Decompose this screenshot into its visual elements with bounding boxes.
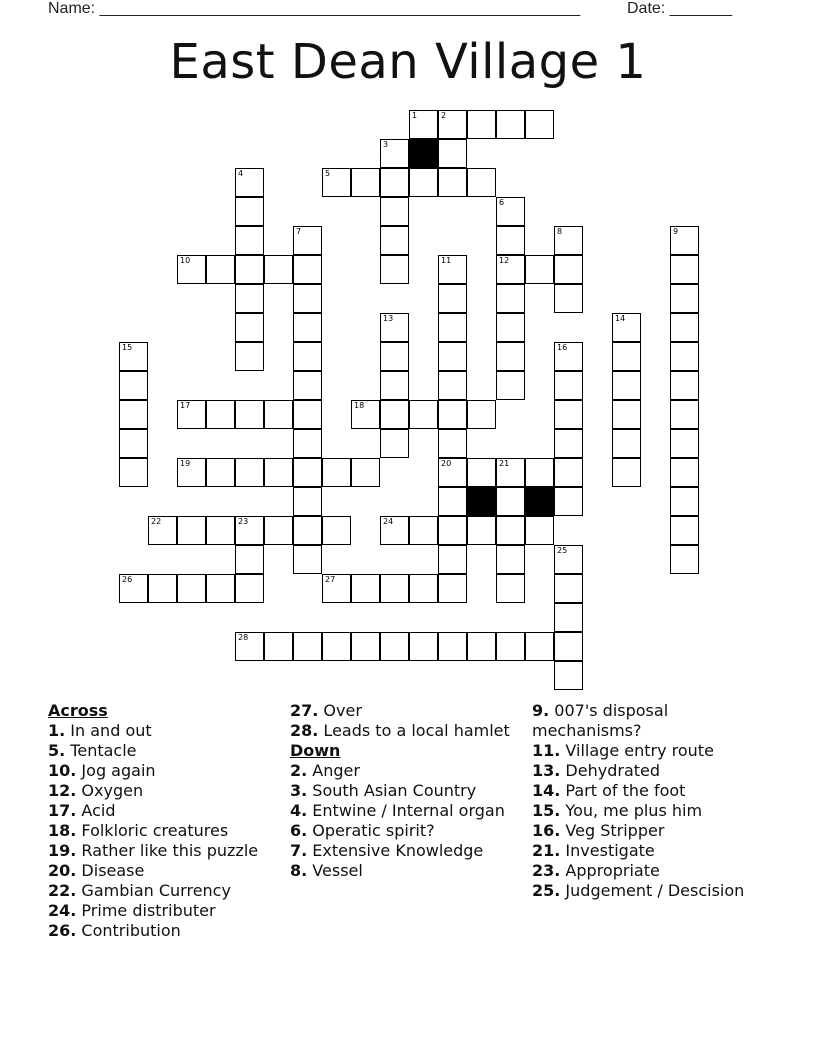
grid-cell[interactable] bbox=[235, 574, 264, 603]
clue-item bbox=[290, 761, 520, 781]
grid-cell[interactable] bbox=[351, 632, 380, 661]
grid-cell[interactable] bbox=[235, 632, 264, 661]
grid-cell[interactable] bbox=[496, 516, 525, 545]
down-heading: Down bbox=[290, 741, 341, 760]
grid-cell[interactable] bbox=[496, 574, 525, 603]
grid-cell[interactable] bbox=[670, 429, 699, 458]
grid-cell[interactable] bbox=[293, 371, 322, 400]
grid-cell[interactable] bbox=[119, 400, 148, 429]
grid-cell[interactable] bbox=[409, 574, 438, 603]
grid-cell[interactable] bbox=[380, 168, 409, 197]
clue-item-number: 24. bbox=[48, 901, 77, 920]
grid-cell[interactable] bbox=[438, 516, 467, 545]
grid-cell[interactable] bbox=[438, 342, 467, 371]
grid-cell[interactable] bbox=[177, 255, 206, 284]
grid-cell[interactable] bbox=[670, 545, 699, 574]
grid-cell[interactable] bbox=[380, 516, 409, 545]
grid-cell[interactable] bbox=[293, 342, 322, 371]
grid-cell[interactable] bbox=[293, 284, 322, 313]
grid-cell[interactable] bbox=[409, 168, 438, 197]
clue-number: 28 bbox=[238, 633, 249, 642]
clue-number: 11 bbox=[441, 256, 452, 265]
clue-item-text: In and out bbox=[65, 721, 152, 740]
clue-item-text: Operatic spirit? bbox=[307, 821, 435, 840]
clue-item-text: Appropriate bbox=[560, 861, 660, 880]
clue-number: 25 bbox=[557, 546, 568, 555]
grid-cell[interactable] bbox=[438, 458, 467, 487]
clue-number: 27 bbox=[325, 575, 336, 584]
grid-cell[interactable] bbox=[293, 400, 322, 429]
clue-item-text: Jog again bbox=[76, 761, 156, 780]
grid-cell[interactable] bbox=[670, 458, 699, 487]
clue-item bbox=[532, 761, 772, 781]
grid-cell[interactable] bbox=[554, 400, 583, 429]
clue-item-number: 3. bbox=[290, 781, 308, 800]
clue-item-text: Contribution bbox=[76, 921, 181, 940]
grid-cell[interactable] bbox=[438, 400, 467, 429]
clue-item-number: 25. bbox=[532, 881, 561, 900]
clue-item bbox=[48, 821, 283, 841]
clue-item bbox=[290, 781, 520, 801]
clue-item-number: 23. bbox=[532, 861, 561, 880]
clue-item-text: Extensive Knowledge bbox=[307, 841, 484, 860]
grid-cell[interactable] bbox=[235, 284, 264, 313]
grid-cell[interactable] bbox=[554, 371, 583, 400]
clue-number: 18 bbox=[354, 401, 365, 410]
grid-cell[interactable] bbox=[438, 429, 467, 458]
clue-item-number: 16. bbox=[532, 821, 561, 840]
grid-cell[interactable] bbox=[264, 632, 293, 661]
grid-black-cell bbox=[409, 139, 438, 168]
clue-item-number: 5. bbox=[48, 741, 66, 760]
clue-item-number: 17. bbox=[48, 801, 77, 820]
grid-cell[interactable] bbox=[148, 516, 177, 545]
grid-cell[interactable] bbox=[351, 458, 380, 487]
grid-cell[interactable] bbox=[496, 197, 525, 226]
clue-item-text: Vessel bbox=[307, 861, 363, 880]
grid-cell[interactable] bbox=[612, 313, 641, 342]
grid-cell[interactable] bbox=[235, 400, 264, 429]
grid-cell[interactable] bbox=[438, 545, 467, 574]
clue-item bbox=[290, 721, 520, 741]
clue-item-number: 22. bbox=[48, 881, 77, 900]
grid-cell[interactable] bbox=[438, 139, 467, 168]
grid-cell[interactable] bbox=[670, 226, 699, 255]
grid-cell[interactable] bbox=[206, 400, 235, 429]
clue-item-text: Anger bbox=[307, 761, 360, 780]
clue-item-number: 20. bbox=[48, 861, 77, 880]
clue-item bbox=[290, 701, 520, 721]
clue-item-text: Part of the foot bbox=[560, 781, 686, 800]
grid-cell[interactable] bbox=[206, 516, 235, 545]
clue-item-text: Prime distributer bbox=[76, 901, 216, 920]
clue-number: 13 bbox=[383, 314, 394, 323]
clue-number: 16 bbox=[557, 343, 568, 352]
grid-cell[interactable] bbox=[322, 632, 351, 661]
clue-item-number: 8. bbox=[290, 861, 308, 880]
grid-cell[interactable] bbox=[670, 313, 699, 342]
grid-cell[interactable] bbox=[235, 197, 264, 226]
clue-item-number: 10. bbox=[48, 761, 77, 780]
grid-cell[interactable] bbox=[177, 400, 206, 429]
clue-number: 26 bbox=[122, 575, 133, 584]
grid-cell[interactable] bbox=[148, 574, 177, 603]
grid-cell[interactable] bbox=[119, 458, 148, 487]
clue-item bbox=[48, 761, 283, 781]
clue-item-number: 4. bbox=[290, 801, 308, 820]
grid-cell[interactable] bbox=[380, 371, 409, 400]
clue-number: 6 bbox=[499, 198, 505, 207]
clue-item bbox=[290, 841, 520, 861]
grid-cell[interactable] bbox=[322, 458, 351, 487]
clue-item bbox=[48, 901, 283, 921]
grid-cell[interactable] bbox=[177, 516, 206, 545]
grid-cell[interactable] bbox=[380, 342, 409, 371]
clue-item-text: You, me plus him bbox=[560, 801, 703, 820]
grid-cell[interactable] bbox=[554, 632, 583, 661]
clue-number: 7 bbox=[296, 227, 302, 236]
clue-item bbox=[48, 721, 283, 741]
grid-cell[interactable] bbox=[264, 458, 293, 487]
clue-item-text: Dehydrated bbox=[560, 761, 661, 780]
grid-cell[interactable] bbox=[293, 255, 322, 284]
grid-cell[interactable] bbox=[438, 371, 467, 400]
clue-item-text: Folkloric creatures bbox=[76, 821, 229, 840]
clue-item-text: Oxygen bbox=[76, 781, 144, 800]
clue-item bbox=[48, 801, 283, 821]
clue-number: 9 bbox=[673, 227, 679, 236]
grid-cell[interactable] bbox=[496, 284, 525, 313]
grid-cell[interactable] bbox=[554, 284, 583, 313]
clue-column-1 bbox=[48, 701, 283, 941]
clue-item bbox=[48, 921, 283, 941]
grid-cell[interactable] bbox=[235, 255, 264, 284]
grid-cell[interactable] bbox=[554, 226, 583, 255]
grid-cell[interactable] bbox=[322, 574, 351, 603]
clue-number: 3 bbox=[383, 140, 389, 149]
clue-number: 2 bbox=[441, 111, 447, 120]
clue-item-number: 1. bbox=[48, 721, 66, 740]
clue-number: 8 bbox=[557, 227, 563, 236]
clue-number: 19 bbox=[180, 459, 191, 468]
grid-cell[interactable] bbox=[496, 458, 525, 487]
grid-cell[interactable] bbox=[670, 284, 699, 313]
clue-item bbox=[48, 881, 283, 901]
clue-item bbox=[532, 701, 772, 741]
grid-cell[interactable] bbox=[351, 574, 380, 603]
grid-cell[interactable] bbox=[438, 487, 467, 516]
grid-cell[interactable] bbox=[612, 400, 641, 429]
grid-cell[interactable] bbox=[496, 313, 525, 342]
grid-cell[interactable] bbox=[438, 110, 467, 139]
clue-item bbox=[290, 821, 520, 841]
grid-cell[interactable] bbox=[235, 342, 264, 371]
date-field[interactable]: Date: _______ bbox=[627, 0, 732, 17]
grid-cell[interactable] bbox=[554, 255, 583, 284]
grid-cell[interactable] bbox=[554, 342, 583, 371]
grid-cell[interactable] bbox=[380, 429, 409, 458]
grid-cell[interactable] bbox=[554, 487, 583, 516]
clue-number: 12 bbox=[499, 256, 510, 265]
grid-cell[interactable] bbox=[380, 226, 409, 255]
grid-cell[interactable] bbox=[380, 574, 409, 603]
grid-cell[interactable] bbox=[380, 313, 409, 342]
grid-cell[interactable] bbox=[119, 371, 148, 400]
grid-cell[interactable] bbox=[409, 516, 438, 545]
clue-item-text: Judgement / Descision bbox=[560, 881, 745, 900]
across-heading: Across bbox=[48, 701, 108, 720]
grid-cell[interactable] bbox=[206, 574, 235, 603]
grid-cell[interactable] bbox=[235, 516, 264, 545]
clue-item-text: Leads to a local hamlet bbox=[318, 721, 510, 740]
grid-cell[interactable] bbox=[438, 255, 467, 284]
clue-number: 17 bbox=[180, 401, 191, 410]
clue-number: 14 bbox=[615, 314, 626, 323]
clue-number: 20 bbox=[441, 459, 452, 468]
clue-number: 22 bbox=[151, 517, 162, 526]
clue-item bbox=[532, 861, 772, 881]
grid-cell[interactable] bbox=[264, 516, 293, 545]
grid-cell[interactable] bbox=[235, 168, 264, 197]
clue-item-number: 6. bbox=[290, 821, 308, 840]
grid-cell[interactable] bbox=[293, 226, 322, 255]
grid-cell[interactable] bbox=[293, 545, 322, 574]
grid-cell[interactable] bbox=[119, 574, 148, 603]
grid-cell[interactable] bbox=[409, 110, 438, 139]
grid-cell[interactable] bbox=[496, 632, 525, 661]
clue-item-number: 28. bbox=[290, 721, 319, 740]
clue-item-text: Village entry route bbox=[560, 741, 714, 760]
clue-item-text: Veg Stripper bbox=[560, 821, 665, 840]
grid-cell[interactable] bbox=[235, 545, 264, 574]
grid-cell[interactable] bbox=[438, 313, 467, 342]
grid-cell[interactable] bbox=[612, 342, 641, 371]
clue-item bbox=[532, 841, 772, 861]
grid-cell[interactable] bbox=[322, 516, 351, 545]
grid-cell[interactable] bbox=[496, 110, 525, 139]
grid-cell[interactable] bbox=[264, 255, 293, 284]
grid-cell[interactable] bbox=[293, 429, 322, 458]
grid-cell[interactable] bbox=[467, 632, 496, 661]
grid-cell[interactable] bbox=[293, 313, 322, 342]
grid-cell[interactable] bbox=[554, 458, 583, 487]
grid-cell[interactable] bbox=[612, 458, 641, 487]
grid-cell[interactable] bbox=[554, 603, 583, 632]
grid-cell[interactable] bbox=[380, 139, 409, 168]
grid-cell[interactable] bbox=[467, 516, 496, 545]
grid-cell[interactable] bbox=[293, 632, 322, 661]
grid-cell[interactable] bbox=[264, 400, 293, 429]
grid-cell[interactable] bbox=[438, 632, 467, 661]
clue-column-2 bbox=[290, 701, 520, 881]
clue-number: 1 bbox=[412, 111, 418, 120]
page-title: East Dean Village 1 bbox=[169, 34, 647, 90]
grid-cell[interactable] bbox=[496, 255, 525, 284]
clue-number: 15 bbox=[122, 343, 133, 352]
grid-cell[interactable] bbox=[177, 458, 206, 487]
clue-column-3 bbox=[532, 701, 772, 901]
grid-cell[interactable] bbox=[525, 458, 554, 487]
grid-cell[interactable] bbox=[525, 110, 554, 139]
clue-item-number: 19. bbox=[48, 841, 77, 860]
grid-cell[interactable] bbox=[496, 226, 525, 255]
clue-item bbox=[48, 841, 283, 861]
clue-item bbox=[290, 801, 520, 821]
clue-item bbox=[532, 741, 772, 761]
grid-cell[interactable] bbox=[612, 371, 641, 400]
grid-cell[interactable] bbox=[119, 342, 148, 371]
grid-cell[interactable] bbox=[496, 371, 525, 400]
clue-item-number: 12. bbox=[48, 781, 77, 800]
grid-cell[interactable] bbox=[380, 400, 409, 429]
grid-cell[interactable] bbox=[670, 371, 699, 400]
grid-cell[interactable] bbox=[496, 545, 525, 574]
grid-cell[interactable] bbox=[409, 400, 438, 429]
clue-item-text: South Asian Country bbox=[307, 781, 477, 800]
grid-cell[interactable] bbox=[467, 400, 496, 429]
grid-cell[interactable] bbox=[380, 255, 409, 284]
grid-cell[interactable] bbox=[670, 487, 699, 516]
clue-item-number: 15. bbox=[532, 801, 561, 820]
grid-cell[interactable] bbox=[496, 487, 525, 516]
grid-cell[interactable] bbox=[293, 487, 322, 516]
grid-cell[interactable] bbox=[525, 255, 554, 284]
grid-cell[interactable] bbox=[235, 313, 264, 342]
clue-item-text: Entwine / Internal organ bbox=[307, 801, 505, 820]
clue-item-number: 14. bbox=[532, 781, 561, 800]
clue-item bbox=[48, 781, 283, 801]
grid-cell[interactable] bbox=[409, 632, 438, 661]
grid-cell[interactable] bbox=[496, 342, 525, 371]
grid-cell[interactable] bbox=[380, 632, 409, 661]
clue-item bbox=[290, 861, 520, 881]
clue-item-number: 21. bbox=[532, 841, 561, 860]
grid-cell[interactable] bbox=[235, 458, 264, 487]
clue-item-text: Disease bbox=[76, 861, 145, 880]
grid-cell[interactable] bbox=[525, 516, 554, 545]
clue-item-text: Rather like this puzzle bbox=[76, 841, 259, 860]
clue-item-text: Over bbox=[318, 701, 362, 720]
grid-cell[interactable] bbox=[235, 226, 264, 255]
grid-cell[interactable] bbox=[351, 400, 380, 429]
grid-cell[interactable] bbox=[467, 458, 496, 487]
grid-cell[interactable] bbox=[438, 574, 467, 603]
grid-cell[interactable] bbox=[554, 661, 583, 690]
grid-cell[interactable] bbox=[380, 197, 409, 226]
clue-number: 21 bbox=[499, 459, 510, 468]
clue-item bbox=[532, 801, 772, 821]
clue-number: 23 bbox=[238, 517, 249, 526]
grid-cell[interactable] bbox=[206, 458, 235, 487]
grid-cell[interactable] bbox=[438, 284, 467, 313]
grid-cell[interactable] bbox=[670, 342, 699, 371]
clue-item-number: 27. bbox=[290, 701, 319, 720]
grid-cell[interactable] bbox=[293, 516, 322, 545]
grid-cell[interactable] bbox=[670, 400, 699, 429]
clue-item-text: Tentacle bbox=[65, 741, 137, 760]
grid-cell[interactable] bbox=[351, 168, 380, 197]
clue-number: 24 bbox=[383, 517, 394, 526]
clue-number: 5 bbox=[325, 169, 331, 178]
grid-cell[interactable] bbox=[177, 574, 206, 603]
grid-cell[interactable] bbox=[670, 516, 699, 545]
clue-item-number: 9. bbox=[532, 701, 550, 720]
clue-item bbox=[532, 881, 772, 901]
grid-cell[interactable] bbox=[322, 168, 351, 197]
grid-cell[interactable] bbox=[554, 574, 583, 603]
grid-cell[interactable] bbox=[293, 458, 322, 487]
clue-number: 4 bbox=[238, 169, 244, 178]
grid-cell[interactable] bbox=[554, 429, 583, 458]
grid-cell[interactable] bbox=[438, 168, 467, 197]
grid-cell[interactable] bbox=[554, 545, 583, 574]
clue-item-number: 13. bbox=[532, 761, 561, 780]
clue-item-number: 7. bbox=[290, 841, 308, 860]
grid-cell[interactable] bbox=[612, 429, 641, 458]
clue-item-number: 18. bbox=[48, 821, 77, 840]
clue-item-number: 2. bbox=[290, 761, 308, 780]
clue-number: 10 bbox=[180, 256, 191, 265]
grid-cell[interactable] bbox=[119, 429, 148, 458]
grid-cell[interactable] bbox=[206, 255, 235, 284]
grid-cell[interactable] bbox=[670, 255, 699, 284]
clue-item-number: 26. bbox=[48, 921, 77, 940]
clue-item bbox=[48, 861, 283, 881]
clue-item-text: Gambian Currency bbox=[76, 881, 231, 900]
grid-cell[interactable] bbox=[467, 168, 496, 197]
clue-item-text: 007's disposal mechanisms? bbox=[532, 701, 669, 740]
grid-cell[interactable] bbox=[467, 110, 496, 139]
clue-item bbox=[532, 781, 772, 801]
clue-item bbox=[48, 741, 283, 761]
grid-cell[interactable] bbox=[525, 632, 554, 661]
clue-item-text: Investigate bbox=[560, 841, 655, 860]
clue-item-number: 11. bbox=[532, 741, 561, 760]
name-field[interactable]: Name: ______________________________________________________ bbox=[48, 0, 581, 17]
grid-black-cell bbox=[525, 487, 554, 516]
clue-item-text: Acid bbox=[76, 801, 116, 820]
clue-item bbox=[532, 821, 772, 841]
grid-black-cell bbox=[467, 487, 496, 516]
